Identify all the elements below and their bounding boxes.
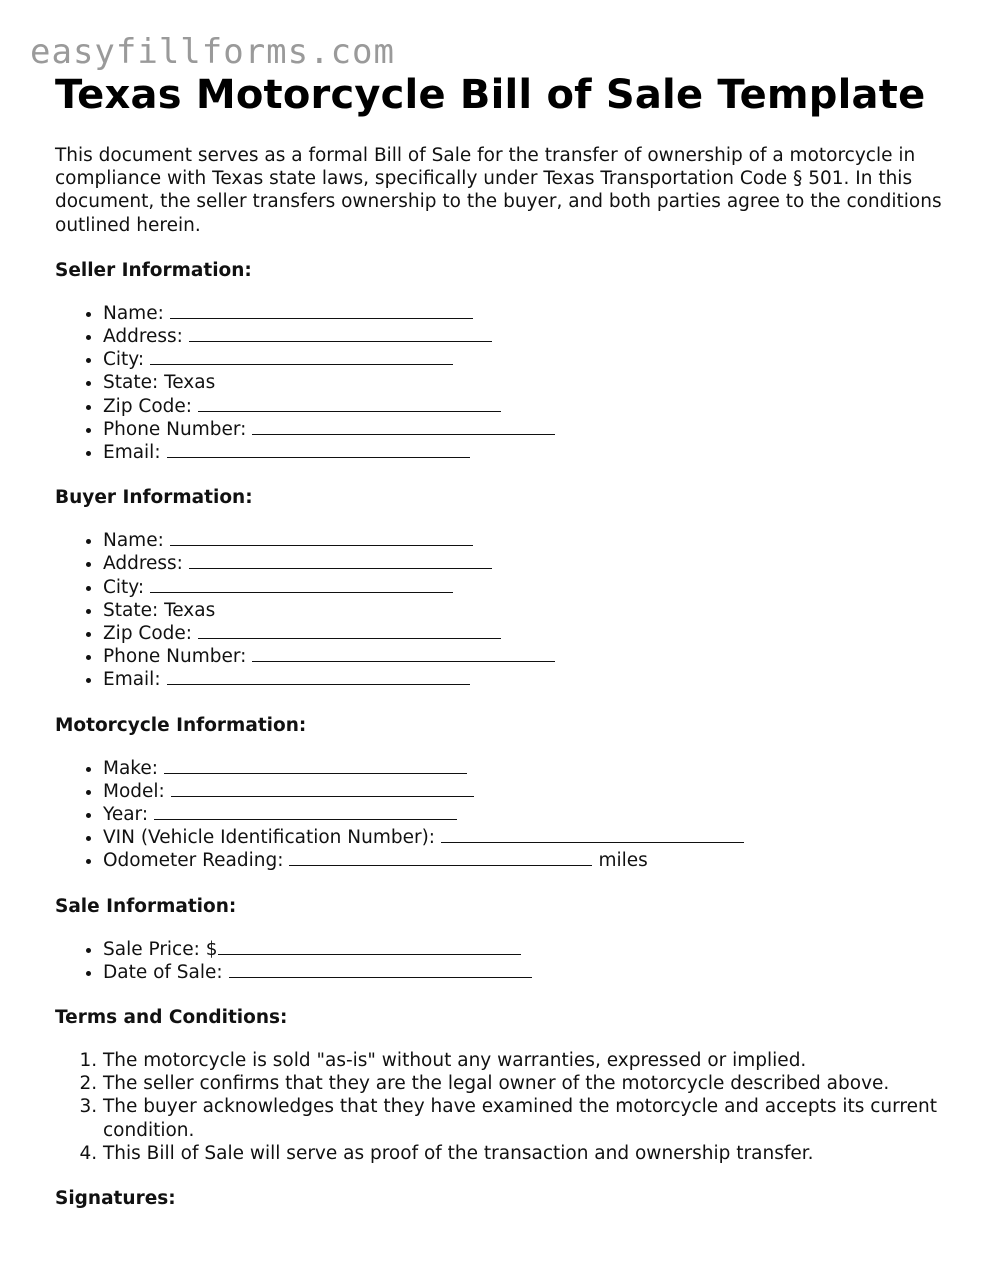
seller-zip-blank[interactable] bbox=[198, 395, 501, 412]
buyer-city-blank[interactable] bbox=[150, 576, 453, 593]
buyer-name-label: Name: bbox=[103, 530, 164, 552]
buyer-name-field bbox=[103, 529, 955, 552]
seller-phone-field bbox=[103, 418, 955, 441]
sale-section bbox=[55, 895, 955, 984]
sale-date-label: Date of Sale: bbox=[103, 961, 223, 983]
seller-address-field bbox=[103, 325, 955, 348]
sale-field-list bbox=[55, 938, 955, 984]
model-blank[interactable] bbox=[171, 780, 474, 797]
sale-heading: Sale Information: bbox=[55, 895, 237, 917]
buyer-section bbox=[55, 486, 955, 691]
term-item: 4. This Bill of Sale will serve as proof of the transaction and ownership transfer. bbox=[103, 1142, 955, 1165]
seller-address-blank[interactable] bbox=[189, 325, 492, 342]
sale-date-blank[interactable] bbox=[229, 961, 532, 978]
intro-paragraph: This document serves as a formal Bill of Sale for the transfer of ownership of a motorcycle in compliance with Texas state laws, specifically under Texas Transportation Code § 501. In this document, the seller transfers ownership to the buyer, and both parties agree to the conditions outlined herein. bbox=[55, 145, 942, 236]
watermark: easyfillforms.com bbox=[30, 32, 395, 72]
term-item: 1. The motorcycle is sold "as-is" without any warranties, expressed or implied. bbox=[103, 1049, 955, 1072]
vin-blank[interactable] bbox=[441, 826, 744, 843]
term-item: 3. The buyer acknowledges that they have examined the motorcycle and accepts its current condition. bbox=[103, 1095, 955, 1141]
seller-email-field bbox=[103, 441, 955, 464]
seller-zip-field bbox=[103, 395, 955, 418]
buyer-email-field bbox=[103, 668, 955, 691]
buyer-field-list bbox=[55, 529, 955, 691]
buyer-zip-blank[interactable] bbox=[198, 622, 501, 639]
buyer-phone-blank[interactable] bbox=[252, 645, 555, 662]
buyer-phone-label: Phone Number: bbox=[103, 646, 247, 668]
buyer-state-field bbox=[103, 599, 955, 622]
year-label: Year: bbox=[103, 804, 149, 826]
seller-name-label: Name: bbox=[103, 302, 164, 324]
buyer-name-blank[interactable] bbox=[170, 529, 473, 546]
odometer-label: Odometer Reading: bbox=[103, 850, 284, 872]
seller-name-blank[interactable] bbox=[170, 302, 473, 319]
seller-phone-blank[interactable] bbox=[252, 418, 555, 435]
seller-state-field bbox=[103, 371, 955, 394]
seller-field-list bbox=[55, 302, 955, 464]
sale-date-field bbox=[103, 961, 955, 984]
buyer-state-label: State: Texas bbox=[103, 599, 216, 621]
seller-email-label: Email: bbox=[103, 442, 161, 464]
term-item: 2. The seller confirms that they are the legal owner of the motorcycle described above. bbox=[103, 1072, 955, 1095]
vin-label: VIN (Vehicle Identification Number): bbox=[103, 827, 436, 849]
odometer-field bbox=[103, 849, 955, 872]
buyer-email-blank[interactable] bbox=[167, 668, 470, 685]
buyer-address-label: Address: bbox=[103, 553, 183, 575]
signatures-section bbox=[55, 1187, 955, 1210]
motorcycle-heading: Motorcycle Information: bbox=[55, 714, 307, 736]
document-title: Texas Motorcycle Bill of Sale Template bbox=[55, 72, 926, 118]
seller-address-label: Address: bbox=[103, 326, 183, 348]
document-page bbox=[55, 72, 955, 1210]
terms-list bbox=[55, 1049, 955, 1165]
year-blank[interactable] bbox=[154, 803, 457, 820]
seller-name-field bbox=[103, 302, 955, 325]
buyer-phone-field bbox=[103, 645, 955, 668]
sale-price-label: Sale Price: $ bbox=[103, 938, 218, 960]
buyer-email-label: Email: bbox=[103, 669, 161, 691]
make-field bbox=[103, 757, 955, 780]
sale-price-blank[interactable] bbox=[218, 938, 521, 955]
signatures-heading: Signatures: bbox=[55, 1188, 176, 1210]
buyer-city-field bbox=[103, 576, 955, 599]
seller-email-blank[interactable] bbox=[167, 441, 470, 458]
seller-section bbox=[55, 259, 955, 464]
terms-heading: Terms and Conditions: bbox=[55, 1007, 288, 1029]
year-field bbox=[103, 803, 955, 826]
odometer-blank[interactable] bbox=[289, 849, 592, 866]
buyer-heading: Buyer Information: bbox=[55, 487, 253, 509]
make-label: Make: bbox=[103, 757, 158, 779]
seller-city-blank[interactable] bbox=[150, 348, 453, 365]
buyer-zip-label: Zip Code: bbox=[103, 623, 193, 645]
terms-section bbox=[55, 1006, 955, 1165]
motorcycle-field-list bbox=[55, 757, 955, 873]
buyer-address-blank[interactable] bbox=[189, 552, 492, 569]
seller-city-field bbox=[103, 348, 955, 371]
model-field bbox=[103, 780, 955, 803]
seller-state-label: State: Texas bbox=[103, 372, 216, 394]
motorcycle-section bbox=[55, 714, 955, 873]
sale-price-field bbox=[103, 938, 955, 961]
seller-phone-label: Phone Number: bbox=[103, 418, 247, 440]
buyer-city-label: City: bbox=[103, 576, 145, 598]
buyer-address-field bbox=[103, 552, 955, 575]
buyer-zip-field bbox=[103, 622, 955, 645]
model-label: Model: bbox=[103, 780, 165, 802]
make-blank[interactable] bbox=[164, 757, 467, 774]
seller-city-label: City: bbox=[103, 349, 145, 371]
odometer-unit: miles bbox=[598, 850, 648, 872]
vin-field bbox=[103, 826, 955, 849]
seller-heading: Seller Information: bbox=[55, 259, 252, 281]
seller-zip-label: Zip Code: bbox=[103, 395, 193, 417]
